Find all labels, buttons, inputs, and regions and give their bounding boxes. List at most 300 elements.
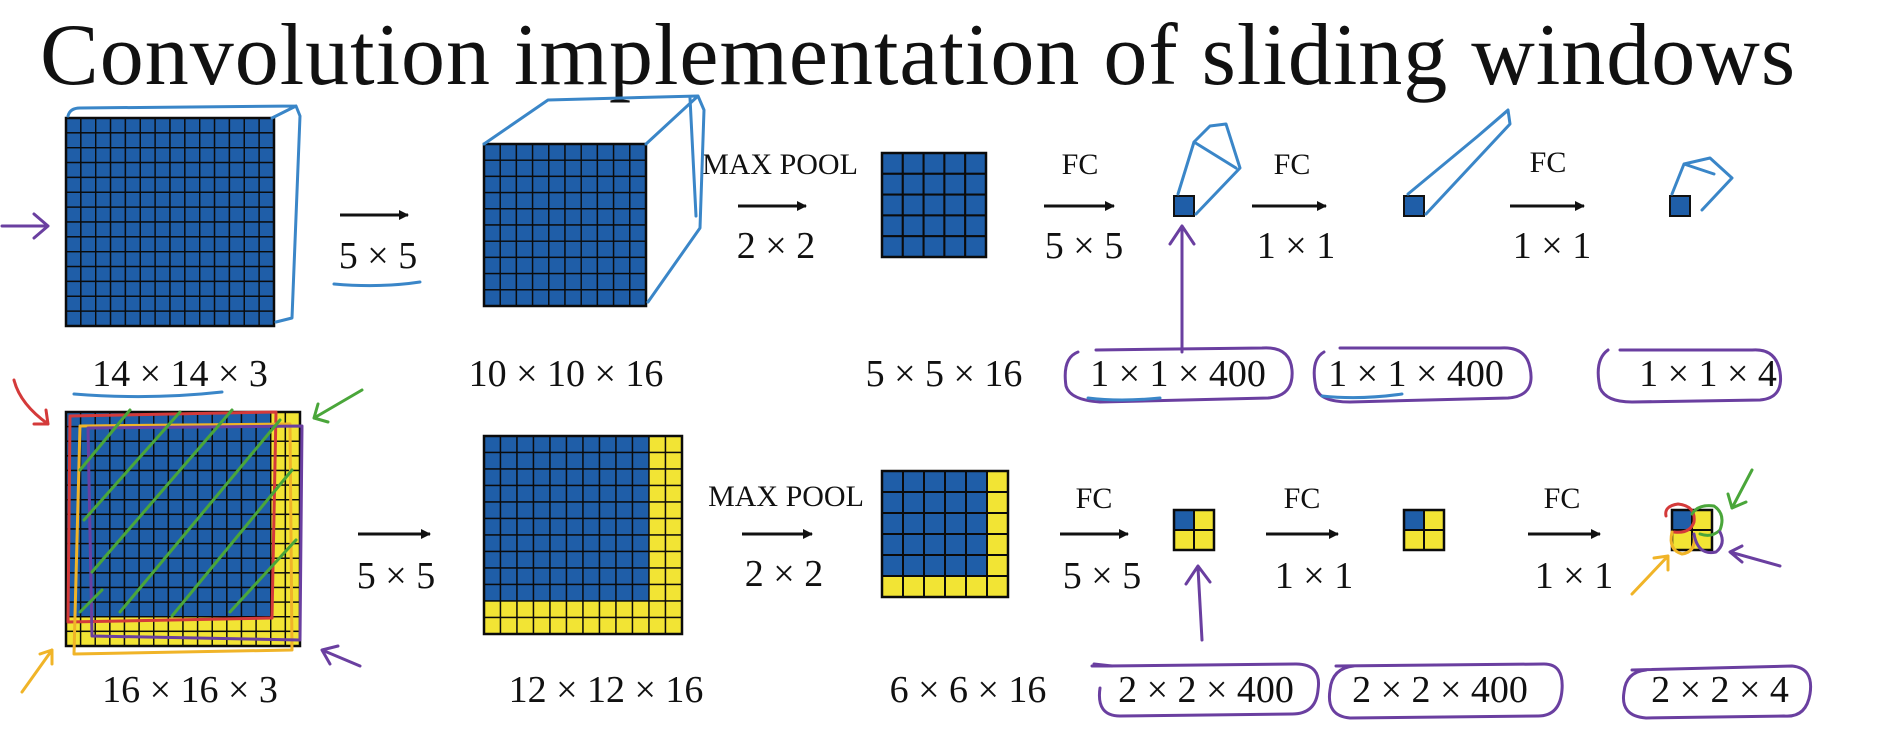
grid-cell-blue (614, 274, 630, 290)
grid-cell-yellow (666, 486, 683, 503)
grid-cell-blue (229, 237, 244, 252)
grid-cell-blue (1672, 510, 1692, 530)
grid-cell-yellow (271, 456, 286, 471)
grid-cell-blue (633, 585, 650, 602)
grid-cell-blue (550, 552, 567, 569)
grid-cell-blue (212, 573, 227, 588)
grid-cell-yellow (139, 631, 154, 646)
grid-cell-blue (125, 133, 140, 148)
grid-cell-yellow (534, 601, 551, 618)
grid-cell-blue (81, 148, 96, 163)
grid-cell-blue (924, 471, 945, 492)
grid-cell-blue (614, 209, 630, 225)
grid-cell-blue (66, 192, 81, 207)
grid-cell-blue (583, 469, 600, 486)
grid-cell-blue (168, 485, 183, 500)
grid-cell-blue (259, 311, 274, 326)
grid-cell-blue (168, 573, 183, 588)
grid-cell-blue (500, 274, 516, 290)
grid-cell-blue (81, 222, 96, 237)
grid-cell-blue (614, 257, 630, 273)
grid-cell-blue (95, 529, 110, 544)
grid-cell-blue (244, 252, 259, 267)
grid-cell-blue (484, 486, 501, 503)
grid-cell-blue (259, 133, 274, 148)
top-conv-out-grid (484, 144, 646, 306)
grid-cell-blue (903, 215, 924, 236)
grid-cell-blue (633, 486, 650, 503)
grid-cell-blue (945, 513, 966, 534)
grid-cell-blue (111, 163, 126, 178)
grid-cell-yellow (903, 576, 924, 597)
grid-cell-blue (966, 555, 987, 576)
grid-cell-blue (965, 153, 986, 174)
grid-cell-blue (111, 177, 126, 192)
grid-cell-blue (125, 118, 140, 133)
grid-cell-blue (500, 144, 516, 160)
grid-cell-blue (66, 207, 81, 222)
grid-cell-blue (633, 552, 650, 569)
grid-cell-blue (244, 281, 259, 296)
grid-cell-blue (616, 519, 633, 536)
grid-cell-blue (256, 544, 271, 559)
grid-cell-blue (614, 241, 630, 257)
grid-cell-blue (229, 267, 244, 282)
grid-cell-blue (614, 193, 630, 209)
grid-cell-blue (155, 133, 170, 148)
grid-cell-blue (565, 209, 581, 225)
grid-cell-yellow (285, 471, 300, 486)
grid-cell-blue (1174, 510, 1194, 530)
grid-cell-blue (882, 174, 903, 195)
grid-cell-blue (185, 281, 200, 296)
grid-cell-blue (81, 529, 96, 544)
grid-cell-blue (600, 568, 617, 585)
grid-cell-blue (125, 163, 140, 178)
grid-cell-blue (567, 436, 584, 453)
grid-cell-blue (550, 519, 567, 536)
grid-cell-blue (95, 471, 110, 486)
grid-cell-blue (200, 267, 215, 282)
grid-cell-blue (256, 471, 271, 486)
grid-cell-blue (965, 174, 986, 195)
grid-cell-blue (581, 290, 597, 306)
grid-cell-yellow (125, 617, 140, 632)
grid-cell-blue (170, 192, 185, 207)
grid-cell-blue (215, 222, 230, 237)
grid-cell-yellow (666, 453, 683, 470)
grid-cell-blue (903, 555, 924, 576)
grid-cell-blue (484, 257, 500, 273)
grid-cell-blue (567, 535, 584, 552)
grid-cell-blue (567, 502, 584, 519)
grid-cell-blue (155, 267, 170, 282)
grid-cell-blue (630, 257, 646, 273)
ink-fc1-left-tick (1094, 664, 1112, 666)
grid-cell-blue (549, 274, 565, 290)
bottom-conv-out-grid (484, 436, 682, 634)
grid-cell-blue (600, 535, 617, 552)
grid-cell-blue (110, 514, 125, 529)
grid-cell-yellow (1424, 530, 1444, 550)
grid-cell-blue (567, 469, 584, 486)
grid-cell-blue (154, 514, 169, 529)
grid-cell-blue (81, 281, 96, 296)
grid-cell-blue (1404, 510, 1424, 530)
grid-cell-blue (229, 148, 244, 163)
grid-cell-blue (170, 311, 185, 326)
grid-cell-blue (66, 237, 81, 252)
grid-cell-yellow (649, 486, 666, 503)
bottom-fc2-out-label: 2 × 2 × 400 (1352, 669, 1528, 711)
grid-cell-blue (81, 163, 96, 178)
grid-cell-blue (185, 148, 200, 163)
grid-cell-blue (154, 500, 169, 515)
grid-cell-blue (484, 225, 500, 241)
grid-cell-blue (630, 193, 646, 209)
grid-cell-blue (185, 267, 200, 282)
grid-cell-blue (125, 148, 140, 163)
grid-cell-blue (185, 177, 200, 192)
top-fc2-out-label: 1 × 1 × 400 (1328, 353, 1504, 395)
grid-cell-blue (550, 502, 567, 519)
grid-cell-blue (534, 453, 551, 470)
grid-cell-blue (549, 160, 565, 176)
grid-cell-blue (96, 281, 111, 296)
grid-cell-blue (125, 267, 140, 282)
grid-cell-blue (501, 502, 518, 519)
grid-cell-blue (125, 237, 140, 252)
grid-cell-blue (198, 529, 213, 544)
grid-cell-blue (139, 602, 154, 617)
grid-cell-blue (229, 118, 244, 133)
ink-conv-underline (334, 282, 420, 286)
grid-cell-blue (484, 144, 500, 160)
grid-cell-blue (140, 163, 155, 178)
grid-cell-blue (81, 311, 96, 326)
grid-cell-blue (924, 215, 945, 236)
grid-cell-blue (516, 144, 532, 160)
grid-cell-yellow (666, 585, 683, 602)
grid-cell-blue (81, 573, 96, 588)
grid-cell-blue (212, 588, 227, 603)
grid-cell-blue (550, 535, 567, 552)
grid-cell-blue (66, 177, 81, 192)
grid-cell-blue (549, 144, 565, 160)
grid-cell-blue (565, 193, 581, 209)
grid-cell-blue (484, 535, 501, 552)
grid-cell-blue (96, 207, 111, 222)
grid-cell-blue (96, 237, 111, 252)
grid-cell-yellow (649, 502, 666, 519)
grid-cell-yellow (666, 469, 683, 486)
grid-cell-blue (229, 192, 244, 207)
grid-cell-blue (630, 160, 646, 176)
grid-cell-blue (66, 148, 81, 163)
grid-cell-blue (125, 177, 140, 192)
grid-cell-yellow (924, 576, 945, 597)
grid-cell-blue (140, 296, 155, 311)
grid-cell-blue (516, 176, 532, 192)
grid-cell-blue (242, 441, 257, 456)
grid-cell-blue (882, 195, 903, 216)
grid-cell-blue (583, 568, 600, 585)
grid-cell-blue (229, 296, 244, 311)
grid-cell-blue (600, 436, 617, 453)
grid-cell-blue (966, 492, 987, 513)
grid-cell-blue (583, 519, 600, 536)
grid-cell-blue (550, 585, 567, 602)
grid-cell-blue (549, 176, 565, 192)
grid-cell-blue (882, 236, 903, 257)
grid-cell-blue (170, 163, 185, 178)
grid-cell-blue (633, 535, 650, 552)
grid-cell-yellow (600, 618, 617, 635)
grid-cell-blue (95, 514, 110, 529)
grid-cell-blue (66, 267, 81, 282)
grid-cell-blue (96, 222, 111, 237)
grid-cell-blue (170, 296, 185, 311)
grid-cell-blue (600, 552, 617, 569)
grid-cell-blue (567, 519, 584, 536)
grid-cell-blue (533, 290, 549, 306)
grid-cell-blue (244, 222, 259, 237)
grid-cell-blue (140, 133, 155, 148)
bottom-conv-out-label: 12 × 12 × 16 (508, 669, 704, 711)
grid-cell-blue (565, 225, 581, 241)
grid-cell-blue (924, 195, 945, 216)
grid-cell-blue (903, 195, 924, 216)
grid-cell-yellow (1424, 510, 1444, 530)
grid-cell-blue (259, 192, 274, 207)
grid-cell-yellow (649, 453, 666, 470)
grid-cell-blue (550, 469, 567, 486)
top-fc2-out-cell (1404, 196, 1424, 216)
grid-cell-blue (534, 585, 551, 602)
grid-cell-blue (227, 558, 242, 573)
grid-cell-blue (125, 485, 140, 500)
grid-cell-blue (96, 192, 111, 207)
top-pool-label: 2 × 2 (736, 225, 816, 267)
grid-cell-blue (903, 153, 924, 174)
grid-cell-blue (200, 163, 215, 178)
bottom-fc3-title: FC (1543, 482, 1581, 515)
grid-cell-blue (111, 148, 126, 163)
grid-cell-blue (597, 176, 613, 192)
grid-cell-blue (882, 153, 903, 174)
grid-cell-blue (550, 453, 567, 470)
grid-cell-blue (200, 237, 215, 252)
grid-cell-blue (168, 514, 183, 529)
grid-cell-blue (140, 207, 155, 222)
grid-cell-blue (111, 296, 126, 311)
grid-cell-yellow (501, 601, 518, 618)
grid-cell-blue (242, 471, 257, 486)
grid-cell-blue (185, 133, 200, 148)
grid-cell-blue (200, 281, 215, 296)
grid-cell-blue (549, 225, 565, 241)
grid-cell-yellow (567, 601, 584, 618)
page-title: Convolution implementation of sliding windows (40, 7, 1797, 104)
grid-cell-yellow (987, 555, 1008, 576)
grid-cell-blue (944, 215, 965, 236)
grid-cell-yellow (649, 519, 666, 536)
grid-cell-blue (516, 209, 532, 225)
grid-cell-blue (229, 177, 244, 192)
grid-cell-yellow (987, 513, 1008, 534)
grid-cell-yellow (987, 576, 1008, 597)
grid-cell-blue (944, 236, 965, 257)
grid-cell-blue (533, 257, 549, 273)
grid-cell-blue (565, 160, 581, 176)
grid-cell-blue (95, 573, 110, 588)
grid-cell-blue (597, 209, 613, 225)
grid-cell-blue (597, 290, 613, 306)
grid-cell-blue (534, 502, 551, 519)
grid-cell-blue (501, 535, 518, 552)
grid-cell-blue (81, 544, 96, 559)
grid-cell-blue (200, 118, 215, 133)
grid-cell-blue (227, 500, 242, 515)
grid-cell-blue (96, 133, 111, 148)
grid-cell-yellow (666, 618, 683, 635)
grid-cell-blue (567, 552, 584, 569)
top-conv-out-label: 10 × 10 × 16 (468, 353, 664, 395)
grid-cell-blue (567, 486, 584, 503)
grid-cell-blue (966, 534, 987, 555)
grid-cell-blue (600, 585, 617, 602)
grid-cell-blue (95, 602, 110, 617)
grid-cell-blue (185, 222, 200, 237)
grid-cell-yellow (649, 601, 666, 618)
grid-cell-blue (155, 222, 170, 237)
grid-cell-yellow (987, 471, 1008, 492)
grid-cell-yellow (1174, 530, 1194, 550)
grid-cell-yellow (945, 576, 966, 597)
top-conv-label: 5 × 5 (338, 235, 418, 277)
grid-cell-blue (633, 519, 650, 536)
grid-cell-yellow (125, 631, 140, 646)
grid-cell-blue (110, 573, 125, 588)
grid-cell-blue (140, 281, 155, 296)
grid-cell-blue (550, 568, 567, 585)
grid-cell-blue (215, 252, 230, 267)
grid-cell-blue (583, 436, 600, 453)
grid-cell-blue (229, 207, 244, 222)
grid-cell-blue (140, 311, 155, 326)
grid-cell-yellow (666, 601, 683, 618)
grid-cell-blue (600, 519, 617, 536)
grid-cell-blue (242, 427, 257, 442)
grid-cell-yellow (666, 568, 683, 585)
grid-cell-blue (183, 602, 198, 617)
grid-cell-blue (227, 441, 242, 456)
top-fc2-title: FC (1273, 148, 1311, 181)
grid-cell-blue (500, 193, 516, 209)
grid-cell-blue (903, 471, 924, 492)
grid-cell-blue (534, 535, 551, 552)
grid-cell-blue (96, 163, 111, 178)
grid-cell-blue (66, 222, 81, 237)
grid-cell-blue (168, 441, 183, 456)
grid-cell-blue (924, 153, 945, 174)
grid-cell-yellow (517, 601, 534, 618)
ink-fc1-up-arrow-bottom (1186, 566, 1210, 640)
grid-cell-blue (155, 118, 170, 133)
grid-cell-blue (534, 436, 551, 453)
grid-cell-blue (583, 453, 600, 470)
grid-cell-blue (600, 486, 617, 503)
grid-cell-blue (517, 469, 534, 486)
grid-cell-blue (170, 267, 185, 282)
grid-cell-blue (168, 588, 183, 603)
grid-cell-blue (227, 514, 242, 529)
grid-cell-blue (500, 290, 516, 306)
grid-cell-blue (155, 296, 170, 311)
grid-cell-blue (95, 456, 110, 471)
grid-cell-yellow (649, 535, 666, 552)
grid-cell-blue (125, 311, 140, 326)
grid-cell-blue (81, 252, 96, 267)
bottom-fc3-label: 1 × 1 (1534, 555, 1614, 597)
grid-cell-blue (630, 176, 646, 192)
grid-cell-blue (581, 209, 597, 225)
grid-cell-blue (140, 177, 155, 192)
ink-red-corner-arrow (14, 380, 48, 424)
grid-cell-blue (965, 236, 986, 257)
grid-cell-blue (882, 471, 903, 492)
grid-cell-blue (212, 471, 227, 486)
grid-cell-blue (125, 441, 140, 456)
grid-cell-blue (168, 529, 183, 544)
grid-cell-blue (600, 469, 617, 486)
grid-cell-blue (259, 281, 274, 296)
grid-cell-blue (501, 568, 518, 585)
grid-cell-blue (633, 568, 650, 585)
bottom-pool-out-grid (882, 471, 1008, 597)
grid-cell-blue (215, 177, 230, 192)
grid-cell-blue (534, 568, 551, 585)
grid-cell-blue (139, 456, 154, 471)
grid-cell-yellow (633, 601, 650, 618)
grid-cell-blue (581, 274, 597, 290)
grid-cell-blue (183, 471, 198, 486)
grid-cell-blue (565, 257, 581, 273)
grid-cell-blue (256, 588, 271, 603)
bottom-fc2-out-grid (1404, 510, 1444, 550)
grid-cell-blue (96, 118, 111, 133)
bottom-fc3-out-label: 2 × 2 × 4 (1651, 669, 1789, 711)
grid-cell-blue (534, 469, 551, 486)
grid-cell-blue (616, 585, 633, 602)
bottom-fc1-title: FC (1075, 482, 1113, 515)
grid-cell-blue (200, 222, 215, 237)
grid-cell-blue (168, 427, 183, 442)
grid-cell-blue (516, 257, 532, 273)
grid-cell-yellow (600, 601, 617, 618)
top-fc1-title: FC (1061, 148, 1099, 181)
grid-cell-blue (259, 163, 274, 178)
grid-cell-blue (500, 241, 516, 257)
ink-orange-cell-arrow (1632, 556, 1668, 594)
grid-cell-blue (903, 236, 924, 257)
grid-cell-blue (66, 311, 81, 326)
grid-cell-blue (882, 492, 903, 513)
grid-cell-blue (581, 241, 597, 257)
grid-cell-blue (581, 193, 597, 209)
grid-cell-blue (565, 144, 581, 160)
grid-cell-blue (229, 163, 244, 178)
